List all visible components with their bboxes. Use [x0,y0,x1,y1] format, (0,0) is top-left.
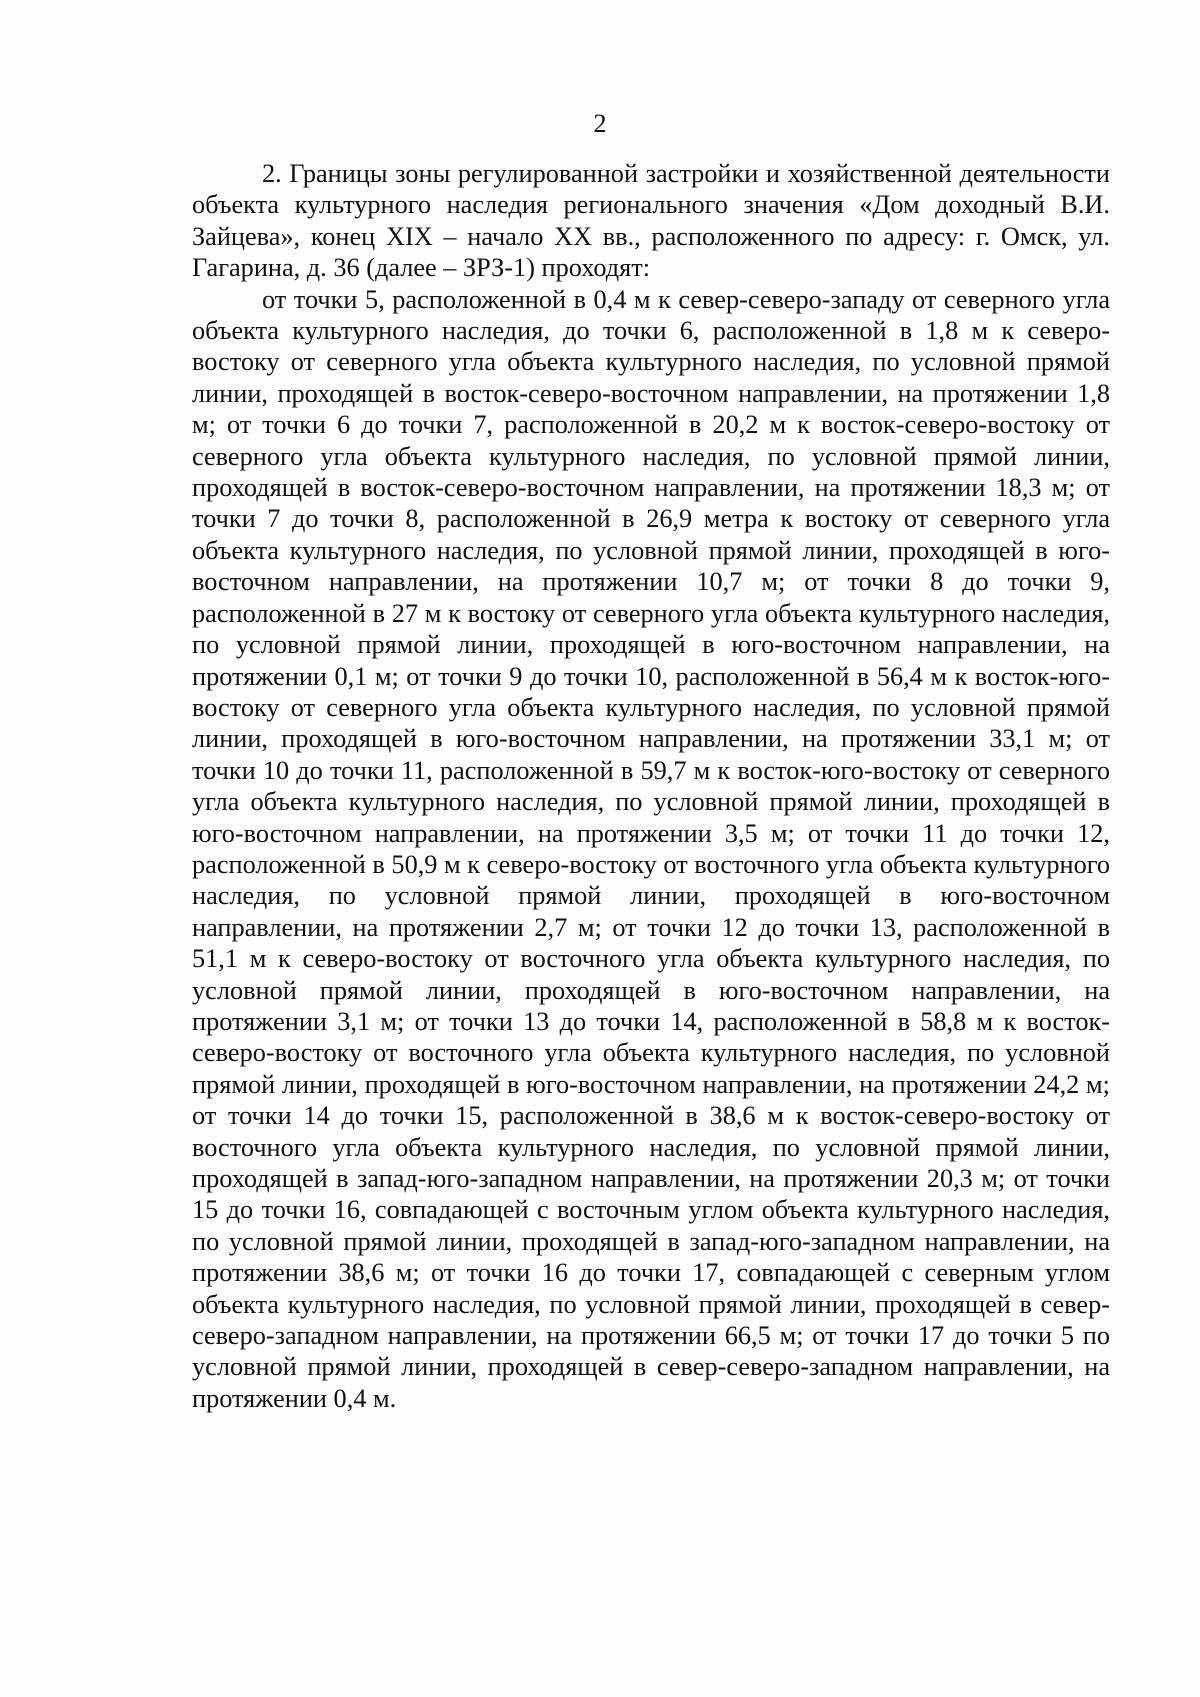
page-number: 2 [593,109,607,138]
paragraph-boundary-description: от точки 5, расположенной в 0,4 м к север-северо-западу от северного угла объекта культурного наследия, до точки 6, расположенной в 1,8 м к северо-востоку от северного угла объекта культурного наследия, по условной прямой линии, проходящей в восток-северо-восточном направлении, на протяжении 1,8 м; от точки 6 до точки 7, расположенной в 20,2 м к восток-северо-востоку от северного угла объекта культурного наследия, по условной прямой линии, проходящей в восток-северо-восточном направлении, на протяжении 18,3 м; от точки 7 до точки 8, расположенной в 26,9 метра к востоку от северного угла объекта культурного наследия, по условной прямой линии, проходящей в юго-восточном направлении, на протяжении 10,7 м; от точки 8 до точки 9, расположенной в 27 м к востоку от северного угла объекта культурного наследия, по условной прямой линии, проходящей в юго-восточном направлении, на протяжении 0,1 м; от точки 9 до точки 10, расположенной в 56,4 м к восток-юго-востоку от северного угла объекта культурного наследия, по условной прямой линии, проходящей в юго-восточном направлении, на протяжении 33,1 м; от точки 10 до точки 11, расположенной в 59,7 м к восток-юго-востоку от северного угла объекта культурного наследия, по условной прямой линии, проходящей в юго-восточном направлении, на протяжении 3,5 м; от точки 11 до точки 12, расположенной в 50,9 м к северо-востоку от восточного угла объекта культурного наследия, по условной прямой линии, проходящей в юго-восточном направлении, на протяжении 2,7 м; от точки 12 до точки 13, расположенной в 51,1 м к северо-востоку от восточного угла объекта культурного наследия, по условной прямой линии, проходящей в юго-восточном направлении, на протяжении 3,1 м; от точки 13 до точки 14, расположенной в 58,8 м к восток-северо-востоку от восточного угла объекта культурного наследия, по условной прямой линии, проходящей в юго-восточном направлении, на протяжении 24,2 м; от точки 14 до точки 15, расположенной в 38,6 м к восток-северо-востоку от восточного угла объекта культурного наследия, по условной прямой линии, проходящей в запад-юго-западном направлении, на протяжении 20,3 м; от точки 15 до точки 16, совпадающей с восточным углом объекта культурного наследия, по условной прямой линии, проходящей в запад-юго-западном направлении, на протяжении 38,6 м; от точки 16 до точки 17, совпадающей с северным углом объекта культурного наследия, по условной прямой линии, проходящей в север-северо-западном направлении, на протяжении 66,5 м; от точки 17 до точки 5 по условной прямой линии, проходящей в север-северо-западном направлении, на протяжении 0,4 м. [192,284,1110,1413]
paragraph-zrz-1-intro: 2. Границы зоны регулированной застройки и хозяйственной деятельности объекта культурного наследия регионального значения «Дом доходный В.И. Зайцева», конец XIX – начало XX вв., расположенного по адресу: г. Омск, ул. Гагарина, д. 36 (далее – ЗРЗ-1) проходят: [192,159,1110,283]
document-body [192,158,1110,1414]
